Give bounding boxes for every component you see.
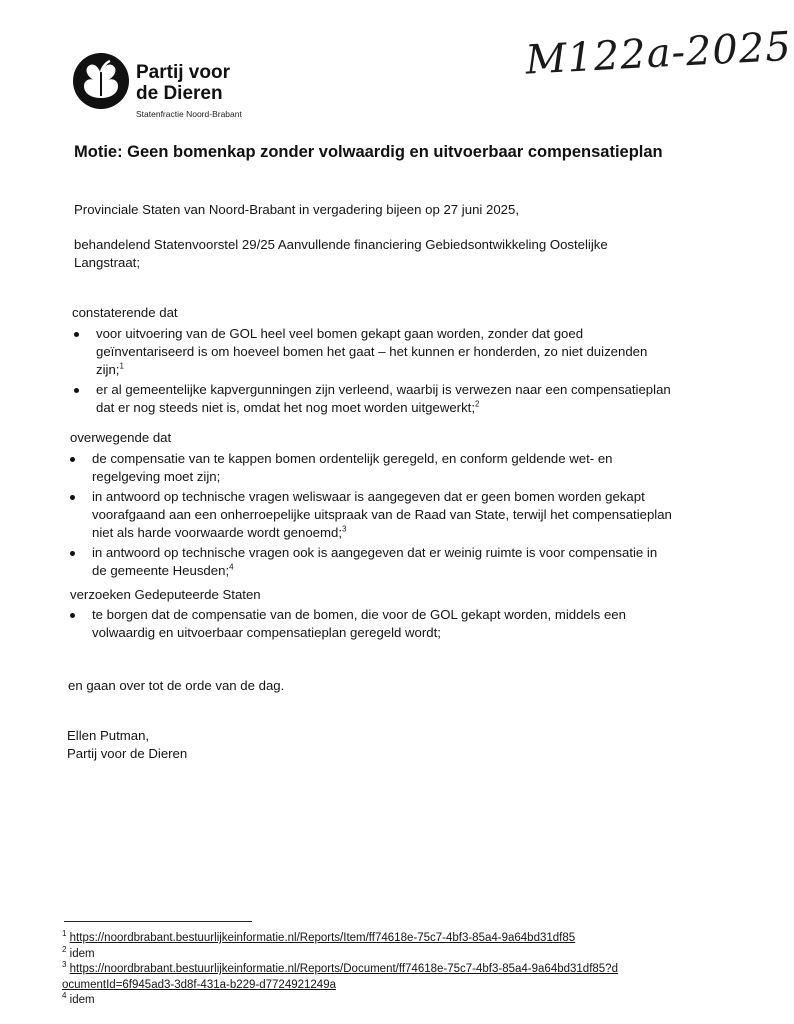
bullet-icon: [74, 388, 79, 393]
list-item: te borgen dat de compensatie van de bomen, die voor de GOL gekapt worden, middels een volwaardig en uitvoerbaar compensatieplan geregeld wordt;: [70, 606, 670, 642]
footnote-divider: [64, 921, 252, 922]
verzoeken-heading: verzoeken Gedeputeerde Staten: [70, 587, 261, 602]
bullet-icon: [70, 613, 75, 618]
treating-line: behandelend Statenvoorstel 29/25 Aanvullende financiering Gebiedsontwikkeling Oostelijke Langstraat;: [74, 237, 608, 270]
bullet-icon: [74, 332, 79, 337]
list-item: er al gemeentelijke kapvergunningen zijn verleend, waarbij is verwezen naar een compensatieplan dat er nog steeds niet is, omdat het nog moet worden uitgewerkt;$^2$: [74, 381, 674, 417]
verzoeken-list: [70, 606, 670, 644]
overwegende-heading: overwegende dat: [70, 430, 172, 445]
bullet-icon: [70, 457, 75, 462]
handwritten-motion-number: M122a-2025: [524, 23, 793, 84]
footnotes: [62, 931, 622, 1009]
butterfly-logo-icon: [72, 52, 130, 110]
list-item: in antwoord op technische vragen ook is aangegeven dat er weinig ruimte is voor compensatie in de gemeente Heusden;$^4$: [70, 544, 675, 580]
signer-name: Ellen Putman,: [67, 728, 150, 743]
list-item: voor uitvoering van de GOL heel veel bomen gekapt gaan worden, zonder dat goed geïnventariseerd is om hoeveel bomen het gaat – het kunnen er honderden, zo niet duizenden zijn;$^1$: [74, 325, 674, 379]
closing-line: en gaan over tot de orde van de dag.: [68, 678, 285, 693]
list-item: de compensatie van te kappen bomen ordentelijk geregeld, en conform geldende wet- en regelgeving moet zijn;: [70, 450, 675, 486]
signature: [67, 727, 187, 763]
footnote-4: $^4$ idem: [62, 991, 95, 1006]
constaterende-heading: constaterende dat: [72, 305, 178, 320]
party-name: Partij voor de Dieren: [136, 62, 230, 104]
party-logo: [72, 52, 272, 122]
signer-party: Partij voor de Dieren: [67, 746, 188, 761]
bullet-icon: [70, 495, 75, 500]
motion-title: Motie: Geen bomenkap zonder volwaardig en uitvoerbaar compensatieplan: [74, 143, 663, 161]
meeting-line: Provinciale Staten van Noord-Brabant in vergadering bijeen op 27 juni 2025,: [74, 202, 520, 217]
overwegende-list: [70, 450, 675, 582]
list-item: in antwoord op technische vragen weliswaar is aangegeven dat er geen bomen worden gekapt voorafgaand aan een onherroepelijke uitspraak van de Raad van State, terwijl het compensatieplan niet als harde voorwaarde wordt genoemd;$^3$: [70, 488, 675, 542]
party-subtitle: Statenfractie Noord-Brabant: [136, 109, 242, 119]
constaterende-list: [74, 325, 674, 419]
footnote-2: $^2$ idem: [62, 944, 95, 960]
footnote-3[interactable]: $^3$ https://noordbrabant.bestuurlijkeinformatie.nl/Reports/Document/ff74618e-75c7-4bf3-85a4-9a64bd31df85?documentId=6f945ad3-3d8f-431a-b229-d7724921249a: [62, 960, 618, 991]
bullet-icon: [70, 551, 75, 556]
footnote-1[interactable]: $^1$ https://noordbrabant.bestuurlijkeinformatie.nl/Reports/Item/ff74618e-75c7-4bf3-85a4-9a64bd31df85: [62, 929, 576, 944]
